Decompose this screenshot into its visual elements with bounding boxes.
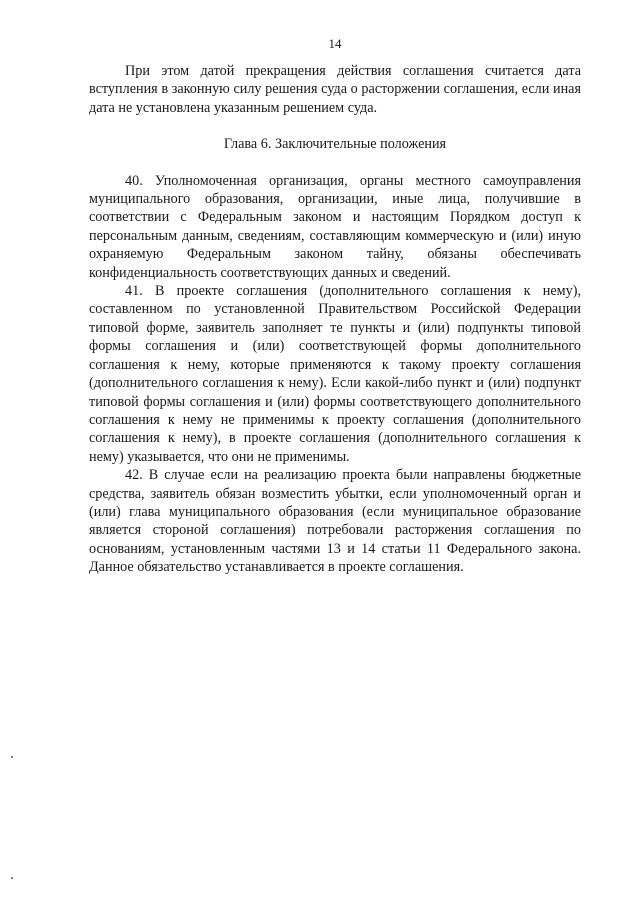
paragraph-40: 40. Уполномоченная организация, органы местного самоуправления муниципального образования, организации, иные лица, получившие в соответствии с Федеральным законом и настоящим Порядком доступ к персональным данным, сведениям, составляющим коммерческую и (или) иную охраняемую Федеральным законом тайну, обязаны обеспечивать конфиденциальность соответствующих данных и сведений. <box>89 172 581 281</box>
scan-speck <box>11 756 13 758</box>
page-number: 14 <box>328 36 342 51</box>
paragraph-intro: При этом датой прекращения действия соглашения считается дата вступления в законную силу решения суда о расторжении соглашения, если иная дата не установлена указанным решением суда. <box>89 63 581 116</box>
scan-speck <box>11 877 13 879</box>
chapter-heading: Глава 6. Заключительные положения <box>223 136 447 153</box>
document-body <box>89 62 581 577</box>
paragraph-41: 41. В проекте соглашения (дополнительного соглашения к нему), составленном по установленной Правительством Российской Федерации типовой форме, заявитель заполняет те пункты и (или) подпункты типовой формы соглашения и (или) соответствующей формы дополнительного соглашения к нему, которые применяются к такому проекту соглашения (дополнительного соглашения к нему). Если какой-либо пункт и (или) подпункт типовой формы соглашения и (или) формы соответствующего дополнительного соглашения к нему не применимы к проекту соглашения (дополнительного соглашения к нему), в проекте соглашения (дополнительного соглашения к нему) указывается, что они не применимы. <box>89 283 581 465</box>
paragraph-42: 42. В случае если на реализацию проекта были направлены бюджетные средства, заявитель обязан возместить убытки, если уполномоченный орган и (или) глава муниципального образования (если муниципальное образование является стороной соглашения) потребовали расторжения соглашения по основаниям, установленным частями 13 и 14 статьи 11 Федерального закона. Данное обязательство устанавливается в проекте соглашения. <box>89 467 581 576</box>
